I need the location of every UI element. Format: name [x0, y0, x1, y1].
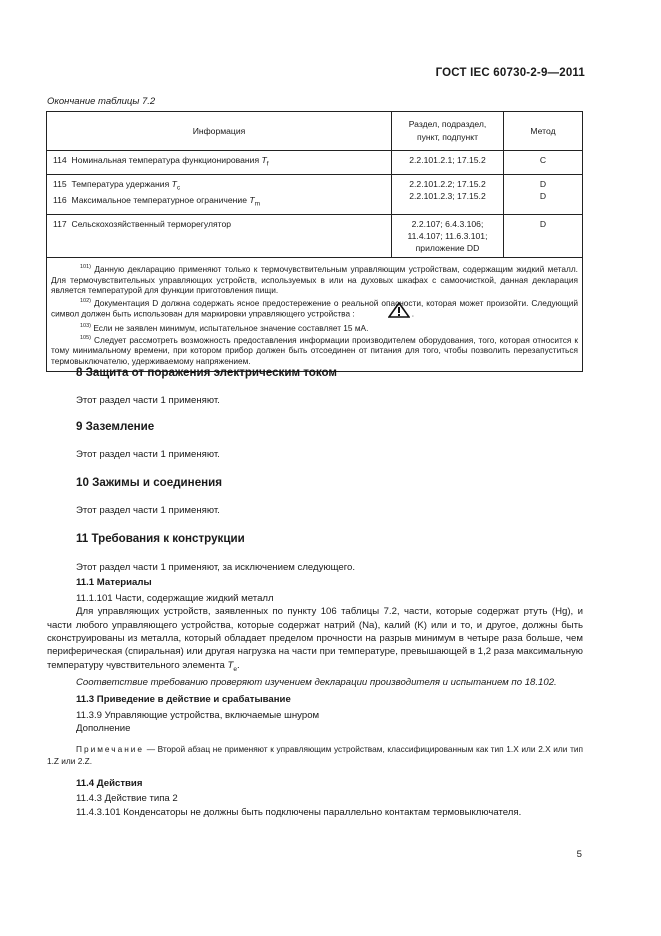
- row-117-method: D: [504, 215, 583, 258]
- clause-11-4-3-101-para: 11.4.3.101 Конденсаторы не должны быть подключены параллельно контактам термовыключателя.: [76, 806, 522, 818]
- table-caption: Окончание таблицы 7.2: [47, 96, 156, 107]
- clause-11-3-9-title: 11.3.9 Управляющие устройства, включаемые шнуром: [76, 709, 320, 721]
- document-header: ГОСТ IEC 60730-2-9—2011: [435, 67, 585, 79]
- section-10-title: 10 Зажимы и соединения: [76, 476, 223, 489]
- table-row: [47, 151, 583, 175]
- section-11-title: 11 Требования к конструкции: [76, 532, 245, 545]
- clause-11-1-101-title: 11.1.101 Части, содержащие жидкий металл: [76, 592, 274, 604]
- col-header-section: Раздел, подраздел, пункт, подпункт: [392, 112, 504, 151]
- footnote-105: $^{105)}$ Следует рассмотреть возможность предоставления информации производителем оборудования, того, которая относится к тому минимальному времени, при котором прибор должен быть отсоединен от питания для того, чтобы позволить перезапуститься термовыключателю, удерживаемому напряжением.: [51, 334, 578, 366]
- col-header-info: Информация: [47, 112, 392, 151]
- section-9-text: Этот раздел части 1 применяют.: [76, 449, 220, 460]
- section-11-text: Этот раздел части 1 применяют, за исключением следующего.: [76, 562, 356, 573]
- table-footnotes-row: [47, 258, 583, 371]
- section-8-text: Этот раздел части 1 применяют.: [76, 395, 220, 406]
- page-number: 5: [576, 849, 582, 860]
- note-paragraph: Примечание — Второй абзац не применяют к управляющим устройствам, классифицированным как тип 1.X или 2.X или тип 1.Z или 2.Z.: [47, 743, 583, 766]
- subsection-11-1-title: 11.1 Материалы: [76, 577, 152, 589]
- section-8-title: 8 Защита от поражения электрическим током: [76, 366, 338, 379]
- subsection-11-3-title: 11.3 Приведение в действие и срабатывание: [76, 693, 291, 705]
- row-114-section: 2.2.101.2.1; 17.15.2: [392, 151, 504, 175]
- footnote-102: $^{102)}$ Документация D должна содержать ясное предостережение о реальной опасности, которая может произойти. Следующий символ должен быть использован для маркировки управляющего устройства : .: [51, 296, 578, 321]
- clause-11-4-3-title: 11.4.3 Действие типа 2: [76, 793, 178, 805]
- row-117-info: 117 Сельскохозяйственный терморегулятор: [47, 215, 392, 258]
- row-114-method: C: [504, 151, 583, 175]
- subsection-11-4-title: 11.4 Действия: [76, 777, 143, 789]
- row-115-116-section: 2.2.101.2.2; 17.15.2 2.2.101.2.3; 17.15.2: [392, 174, 504, 214]
- section-10-text: Этот раздел части 1 применяют.: [76, 505, 220, 516]
- table-footnotes: [47, 258, 583, 371]
- section-11-body: [47, 561, 583, 819]
- clause-11-1-101-compliance: Соответствие требованию проверяют изучением декларации производителя и испытанием по 18.102.: [76, 677, 557, 689]
- table-row: [47, 174, 583, 214]
- table-7-2: [46, 111, 583, 372]
- row-114-info: 114 Номинальная температура функционирования $T_f$: [47, 151, 392, 175]
- table-row: [47, 215, 583, 258]
- row-115-116-method: D D: [504, 174, 583, 214]
- warning-triangle-icon: [359, 302, 410, 321]
- section-9-title: 9 Заземление: [76, 420, 155, 433]
- row-115-116-info: 115 Температура удержания $T_c$ 116 Максимальное температурное ограничение $T_m$: [47, 174, 392, 214]
- footnote-101: $^{101)}$ Данную декларацию применяют только к термочувствительным управляющим устройствам, содержащим жидкий металл. Для термочувствительных управляющих устройств, используемых в или на духовых шкафах с самоочисткой, данная декларация является температурой для функции приготовления пищи.: [51, 263, 578, 296]
- col-header-method: Метод: [504, 112, 583, 151]
- row-117-section: 2.2.107; 6.4.3.106; 11.4.107; 11.6.3.101; приложение DD: [392, 215, 504, 258]
- table-header-row: [47, 112, 583, 151]
- footnote-103: $^{103)}$ Если не заявлен минимум, испытательное значение составляет 15 мА.: [80, 322, 369, 333]
- clause-11-3-9-addition: Дополнение: [76, 723, 131, 735]
- clause-11-1-101-para: Для управляющих устройств, заявленных по пункту 106 таблицы 7.2, части, которые содержат ртуть (Hg), и части любого управляющего устройства, которые содержат натрий (Na), калий (K) или и то, и другое, должны быть сконструированы из металла, который обладает пределом прочности на разрыв минимум в четыре раза больше, чем периферическая (спиральная) или другая нагрузка на части при температуре, превышающей в 1,2 раза максимальную температуру чувствительного элемента $T_e$.: [47, 606, 583, 673]
